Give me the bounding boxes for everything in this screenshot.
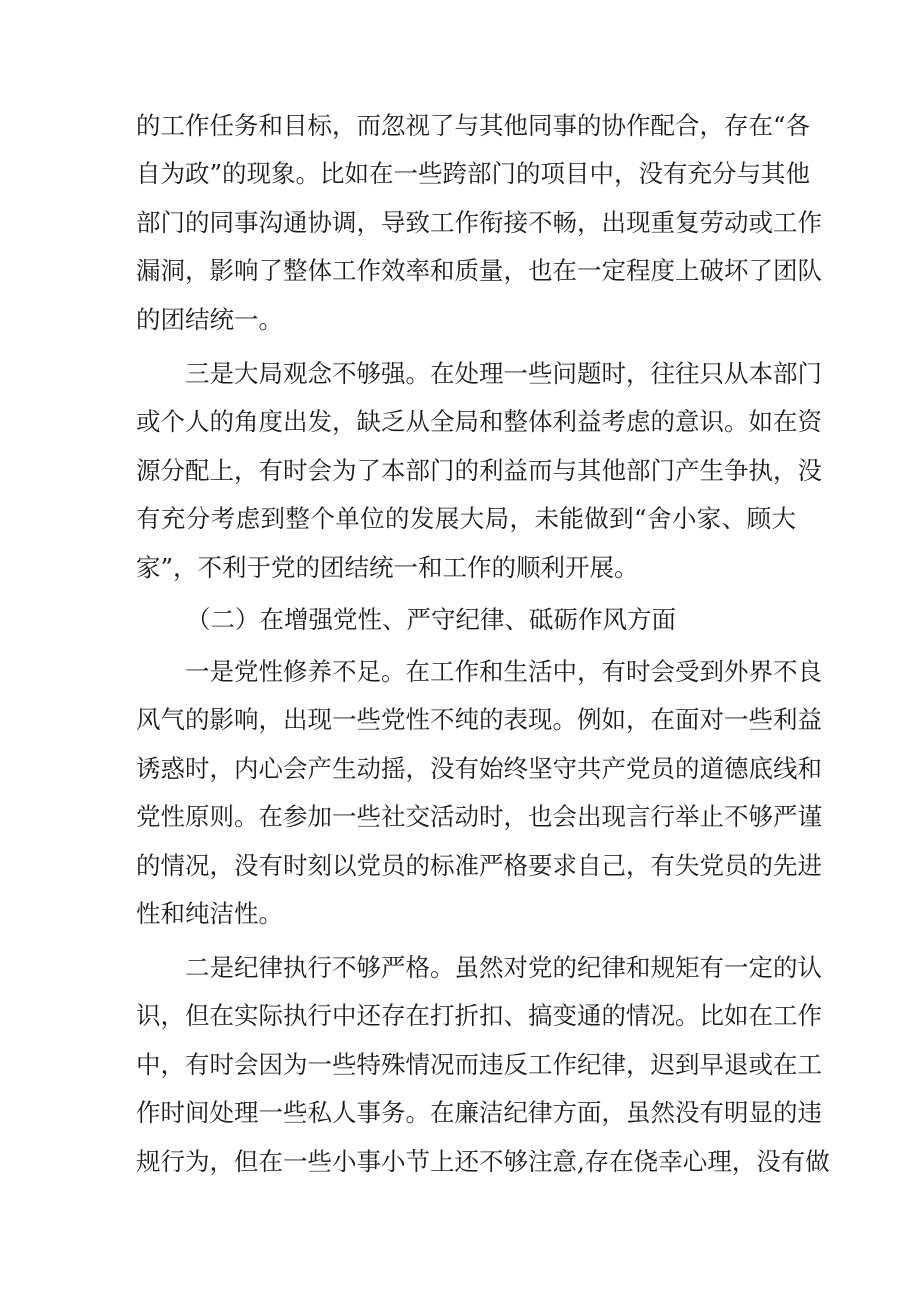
text-line: 性和纯洁性。 — [136, 899, 283, 928]
text-line: 党性原则。在参加一些社交活动时，也会出现言行举止不够严谨 — [136, 802, 822, 831]
text-line: 家”，不利于党的团结统一和工作的顺利开展。 — [136, 553, 639, 582]
text-line: 规行为，但在一些小事小节上还不够注意,存在侥幸心理，没有做 — [136, 1147, 830, 1176]
text-line: 的团结统一。 — [136, 305, 283, 334]
text-line: 或个人的角度出发，缺乏从全局和整体利益考虑的意识。如在资 — [136, 407, 822, 436]
text-line: 有充分考虑到整个单位的发展大局，未能做到“舍小家、顾大 — [136, 504, 796, 533]
section-heading: （二）在增强党性、严守纪律、砥砺作风方面 — [186, 605, 676, 634]
text-line: 部门的同事沟通协调，导致工作衔接不畅，出现重复劳动或工作 — [136, 208, 822, 237]
text-line: 三是大局观念不够强。在处理一些问题时，往往只从本部门 — [185, 359, 822, 388]
text-line: 作时间处理一些私人事务。在廉洁纪律方面，虽然没有明显的违 — [136, 1098, 822, 1127]
text-line: 二是纪律执行不够严格。虽然对党的纪律和规矩有一定的认 — [185, 953, 822, 982]
text-line: 漏洞，影响了整体工作效率和质量，也在一定程度上破坏了团队 — [136, 256, 822, 285]
text-line: 源分配上，有时会为了本部门的利益而与其他部门产生争执，没 — [136, 456, 822, 485]
text-line: 一是党性修养不足。在工作和生活中，有时会受到外界不良 — [185, 657, 822, 686]
text-line: 的工作任务和目标，而忽视了与其他同事的协作配合，存在“各 — [136, 111, 811, 140]
text-line: 中，有时会因为一些特殊情况而违反工作纪律，迟到早退或在工 — [136, 1050, 822, 1079]
text-line: 识，但在实际执行中还存在打折扣、搞变通的情况。比如在工作 — [136, 1001, 822, 1030]
text-line: 自为政”的现象。比如在一些跨部门的项目中，没有充分与其他 — [136, 159, 811, 188]
text-line: 的情况，没有时刻以党员的标准严格要求自己，有失党员的先进 — [136, 851, 822, 880]
text-line: 风气的影响，出现一些党性不纯的表现。例如，在面对一些利益 — [136, 705, 822, 734]
text-line: 诱惑时，内心会产生动摇，没有始终坚守共产党员的道德底线和 — [136, 754, 822, 783]
